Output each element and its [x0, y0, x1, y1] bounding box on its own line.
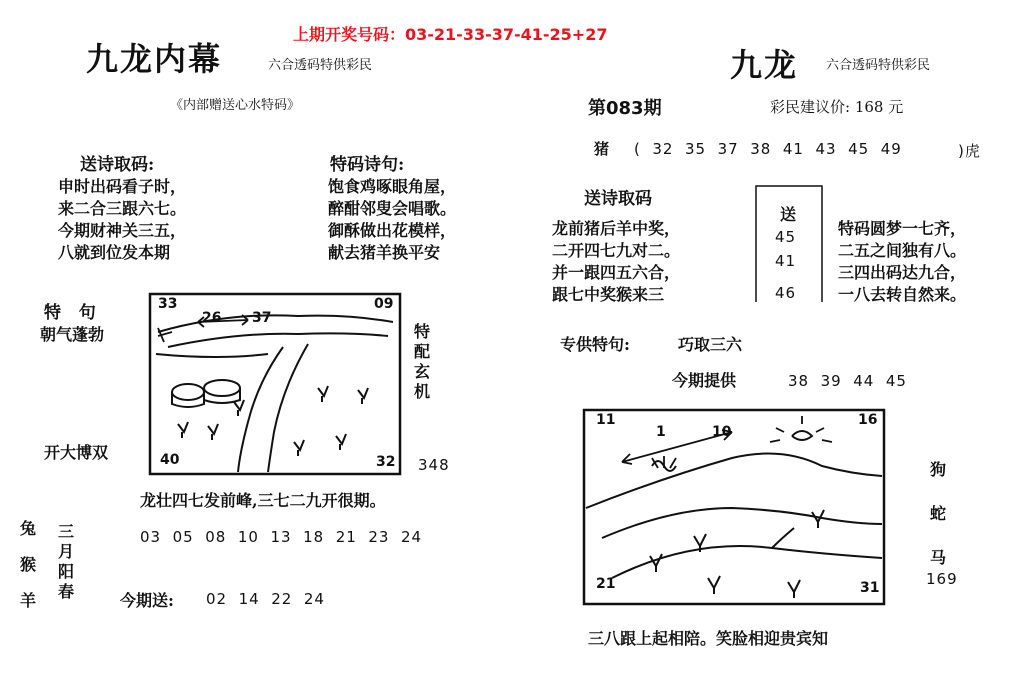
right-subtitle: 六合透码特供彩民 [826, 58, 931, 73]
vertical-char: 机 [414, 382, 431, 401]
vertical-char: 配 [414, 342, 431, 361]
right-poem-heading: 送诗取码 [584, 189, 652, 209]
poem-line: 醉酣邻叟会唱歌。 [328, 199, 457, 218]
poem-line: 御酥做出花模样， [328, 221, 457, 240]
issue-number: 第083期 [588, 98, 662, 119]
month-char: 月 [58, 542, 75, 561]
poem-line: 献去猪羊换平安 [328, 243, 441, 262]
poem-line: 来二合三跟六七。 [58, 199, 187, 218]
pig-label: 猪 [594, 140, 610, 158]
number-line: 03 05 08 10 13 18 21 23 24 [140, 528, 423, 546]
month-char: 阳 [58, 562, 75, 581]
right-sketch-br: 31 [860, 580, 880, 596]
send-numbers: 02 14 22 24 [206, 590, 325, 608]
animal-item: 兔 [20, 519, 37, 538]
animal-item: 蛇 [930, 504, 947, 523]
side-animals [930, 450, 946, 582]
left-tagline: 《内部赠送心水特码》 [170, 98, 301, 113]
left-poem-a-heading: 送诗取码: [80, 155, 155, 175]
animal-item: 马 [930, 548, 947, 567]
right-footer: 三八跟上起相陪。笑脸相迎贵宾知 [588, 629, 829, 648]
month-char: 三 [58, 522, 75, 541]
vertical-char: 特 [414, 322, 431, 341]
number-348: 348 [418, 456, 450, 474]
poem-line: 饱食鸡啄眼角屋， [328, 177, 457, 196]
poem-line: 并一跟四五六合， [552, 263, 681, 282]
vertical-char: 玄 [414, 362, 431, 381]
right-title: 九龙 [730, 46, 799, 84]
left-sketch-tl: 33 [158, 296, 178, 312]
right-poem-b [838, 218, 966, 306]
left-poem-b [328, 176, 456, 264]
animal-item: 猴 [20, 555, 37, 574]
animal-list [20, 514, 36, 622]
send-box-n3: 46 [775, 284, 797, 302]
fortune-line: 龙壮四七发前峰,三七二九开很期。 [140, 491, 386, 510]
poem-line: 二五之间独有八。 [838, 241, 967, 260]
animal-item: 羊 [20, 591, 37, 610]
special-label: 专供特句: [560, 335, 630, 354]
right-arrow-end: 10 [712, 424, 732, 440]
poem-line: 今期财神关三五， [58, 221, 187, 240]
right-poem-a [552, 218, 680, 306]
right-sketch-tr: 16 [858, 412, 878, 428]
poem-line: 龙前猪后羊中奖， [552, 219, 681, 238]
special-text: 巧取三六 [678, 335, 743, 354]
side-phrase: 开大博双 [44, 443, 109, 462]
tejü-phrase: 朝气蓬勃 [40, 325, 105, 344]
send-box-n1: 45 [775, 228, 797, 246]
left-sketch [148, 292, 404, 478]
right-sketch-tl: 11 [596, 412, 616, 428]
poem-line: 跟七中奖猴来三 [552, 285, 665, 304]
left-sketch-tr: 09 [374, 296, 394, 312]
poem-line: 一八去转自然来。 [838, 285, 967, 304]
tejü-heading: 特 句 [44, 303, 96, 323]
poem-line: 申时出码看子时， [58, 177, 187, 196]
right-arrow-start: 1 [656, 424, 666, 440]
month-text [58, 522, 74, 602]
left-arrow-start: 26 [202, 310, 222, 326]
right-sketch-bl: 21 [596, 576, 616, 592]
animal-item: 狗 [930, 460, 947, 479]
month-char: 春 [58, 582, 75, 601]
provide-label: 今期提供 [672, 371, 737, 390]
provide-numbers: 38 39 44 45 [788, 372, 907, 390]
last-draw-numbers: 上期开奖号码：03-21-33-37-41-25+27 [293, 25, 608, 44]
pig-numbers: ( 32 35 37 38 41 43 45 49 [634, 140, 902, 158]
left-title: 九龙内幕 [86, 40, 223, 78]
left-arrow-end: 37 [252, 310, 272, 326]
tiger-label: )虎 [958, 142, 981, 160]
send-label: 今期送: [120, 591, 174, 610]
poem-line: 二开四七九对二。 [552, 241, 681, 260]
left-poem-b-heading: 特码诗句: [330, 155, 405, 175]
price-label: 彩民建议价: 168 元 [770, 98, 904, 116]
left-poem-a [58, 176, 186, 264]
left-sketch-bl: 40 [160, 452, 180, 468]
poem-line: 八就到位发本期 [58, 243, 171, 262]
number-169: 169 [926, 570, 958, 588]
send-box-n2: 41 [775, 252, 797, 270]
poem-line: 三四出码达九合， [838, 263, 967, 282]
left-sketch-br: 32 [376, 454, 396, 470]
send-box-head: 送 [780, 205, 797, 224]
left-subtitle: 六合透码特供彩民 [268, 58, 373, 73]
vertical-note [414, 322, 430, 402]
right-sketch [582, 408, 888, 608]
poem-line: 特码圆梦一七齐， [838, 219, 967, 238]
